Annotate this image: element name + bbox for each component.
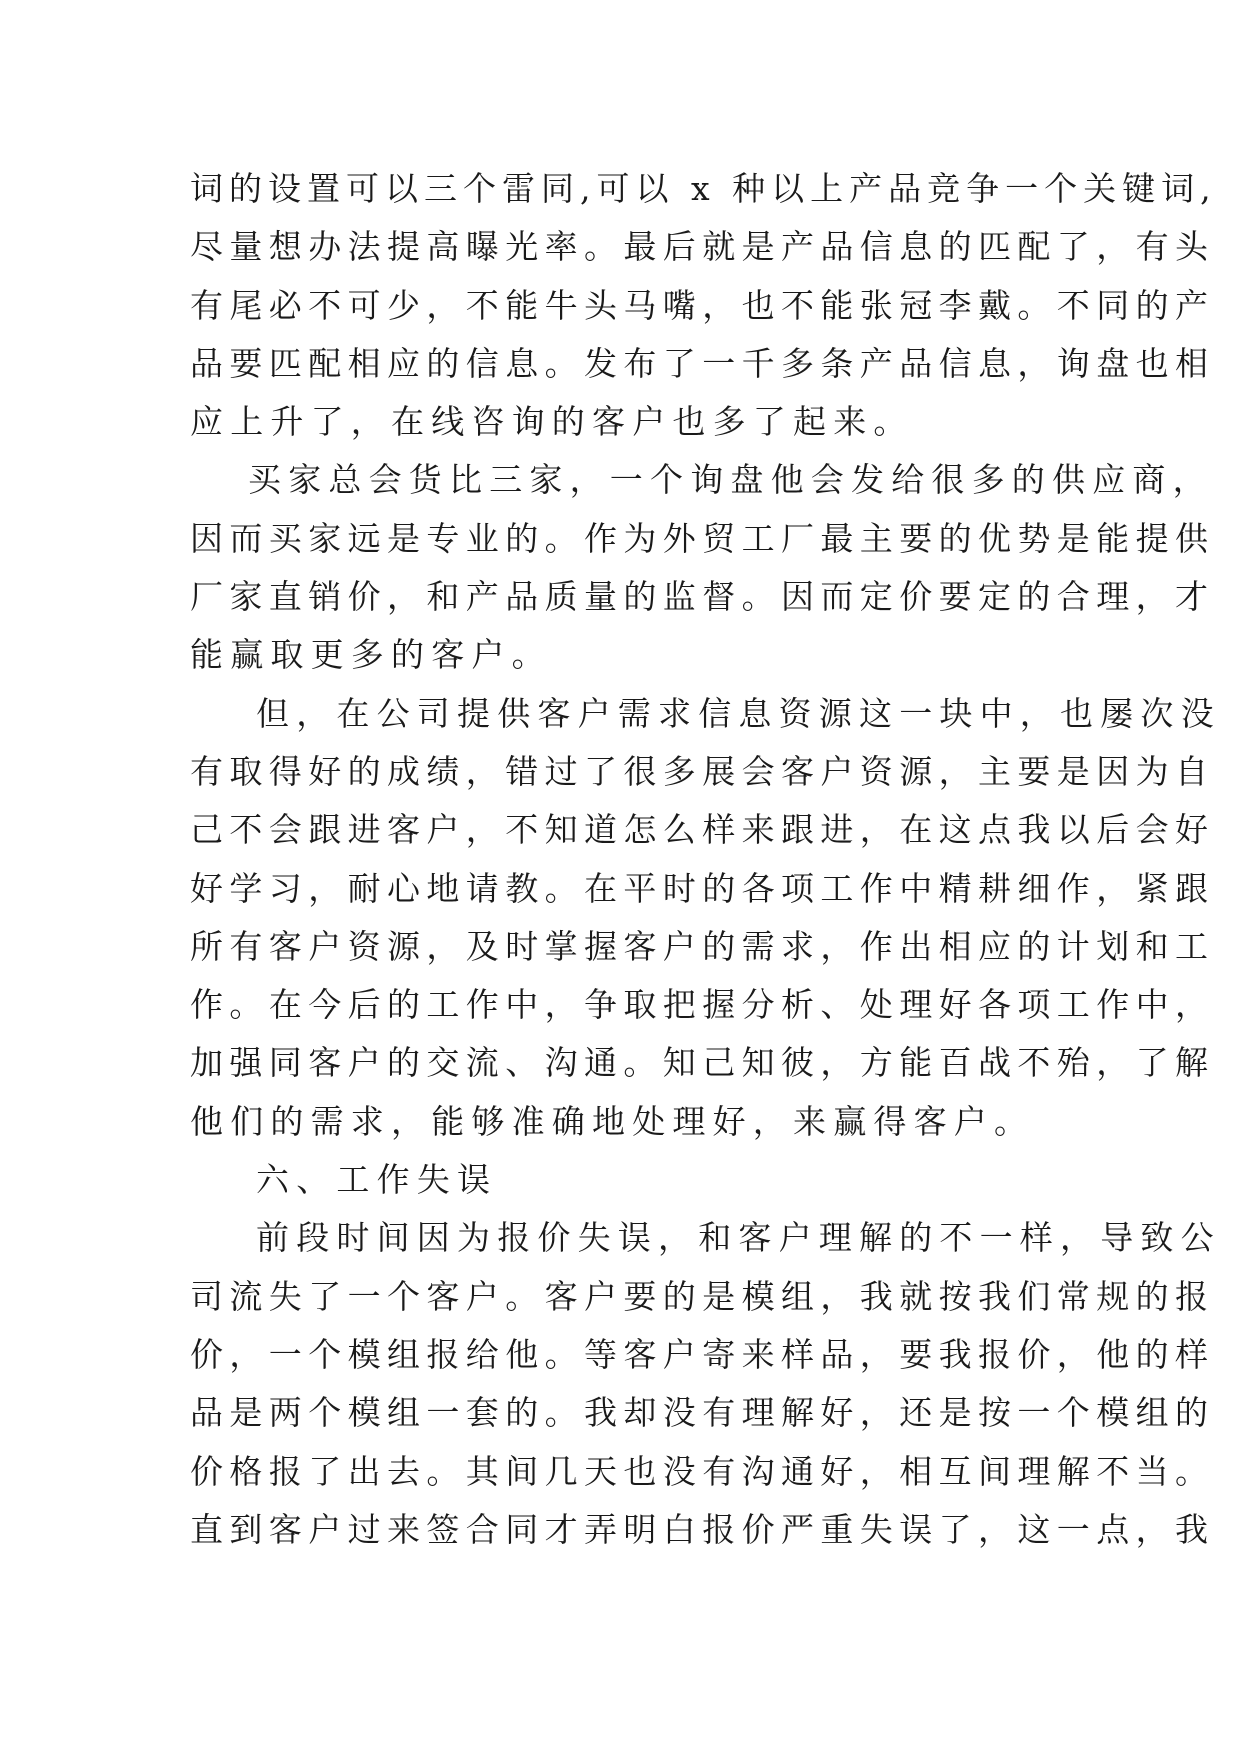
- text-line: 加强同客户的交流、沟通。知己知彼，方能百战不殆，了解: [190, 1043, 1215, 1083]
- text-line: 厂家直销价，和产品质量的监督。因而定价要定的合理，才: [190, 577, 1215, 617]
- text-line: 他们的需求，能够准确地处理好，来赢得客户。: [190, 1101, 1035, 1141]
- text-line: 因而买家远是专业的。作为外贸工厂最主要的优势是能提供: [190, 518, 1215, 558]
- text-line: 直到客户过来签合同才弄明白报价严重失误了，这一点，我: [190, 1509, 1215, 1549]
- text-line: 应上升了，在线咨询的客户也多了起来。: [190, 402, 914, 442]
- text-line: 价，一个模组报给他。等客户寄来样品，要我报价，他的样: [190, 1334, 1215, 1374]
- text-line: 作。在今后的工作中，争取把握分析、处理好各项工作中，: [190, 985, 1215, 1025]
- text-line: 司流失了一个客户。客户要的是模组，我就按我们常规的报: [190, 1276, 1215, 1316]
- text-line: 价格报了出去。其间几天也没有沟通好，相互间理解不当。: [190, 1451, 1215, 1491]
- paragraph-first-line: 买家总会货比三家，一个询盘他会发给很多的供应商，: [248, 460, 1213, 500]
- text-line: 品是两个模组一套的。我却没有理解好，还是按一个模组的: [190, 1393, 1215, 1433]
- text-line: 尽量想办法提高曝光率。最后就是产品信息的匹配了，有头: [190, 227, 1215, 267]
- body-text: [190, 160, 1221, 1559]
- paragraph-first-line: 前段时间因为报价失误，和客户理解的不一样，导致公: [256, 1218, 1221, 1258]
- text-line: 能赢取更多的客户。: [190, 635, 552, 675]
- text-line: 己不会跟进客户，不知道怎么样来跟进，在这点我以后会好: [190, 810, 1215, 850]
- text-line: 有取得好的成绩，错过了很多展会客户资源，主要是因为自: [190, 751, 1215, 791]
- text-line: 品要匹配相应的信息。发布了一千多条产品信息，询盘也相: [190, 343, 1215, 383]
- text-line: 词的设置可以三个雷同,可以 x 种以上产品竞争一个关键词,: [190, 169, 1217, 208]
- paragraph-first-line: 但，在公司提供客户需求信息资源这一块中，也屡次没: [256, 693, 1221, 733]
- text-line: 有尾必不可少，不能牛头马嘴，也不能张冠李戴。不同的产: [190, 285, 1215, 325]
- text-line: 所有客户资源，及时掌握客户的需求，作出相应的计划和工: [190, 926, 1215, 966]
- text-line: 好学习，耐心地请教。在平时的各项工作中精耕细作，紧跟: [190, 868, 1215, 908]
- section-heading: 六、工作失误: [256, 1160, 498, 1200]
